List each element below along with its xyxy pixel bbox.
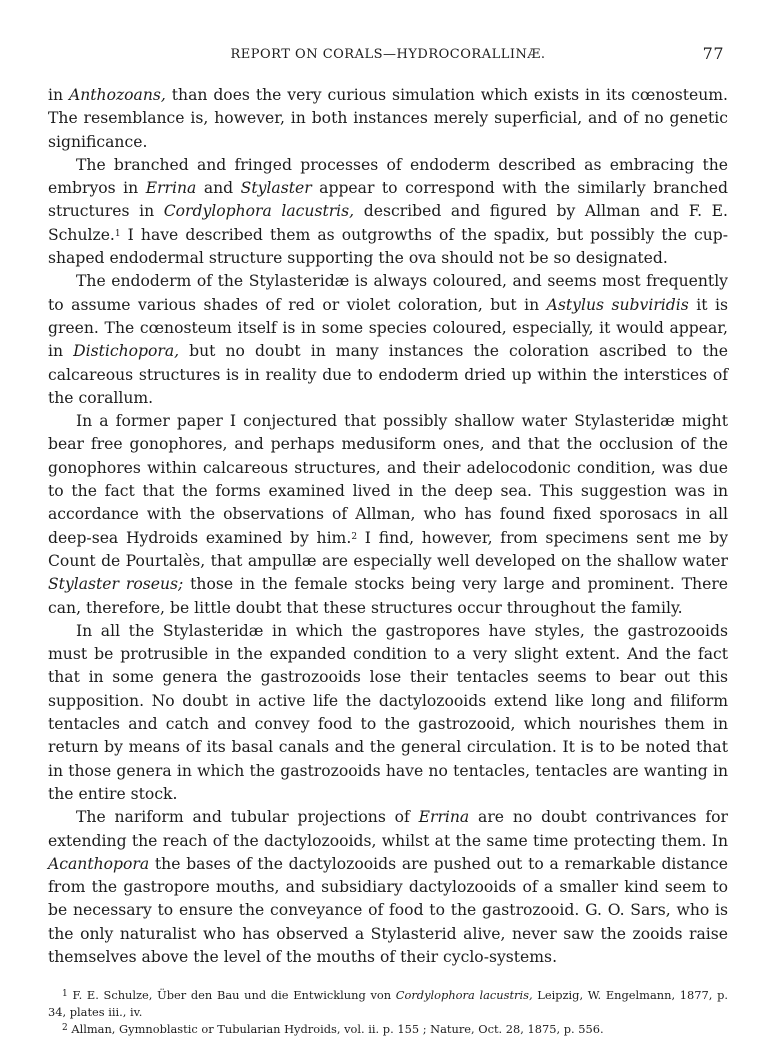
- paragraph: [48, 270, 728, 410]
- text-run: appear to correspond with the similarly branched structures in: [48, 179, 728, 221]
- running-title: REPORT ON CORALS—HYDROCORALLINÆ.: [230, 47, 546, 62]
- page: [48, 44, 728, 1038]
- italic-text: Errina: [145, 179, 197, 198]
- text-run: than does the very curious simulation which exists in its cœnosteum. The resemblance is, however, in both instances merely superficial, and of no genetic significance.: [48, 86, 728, 151]
- italic-text: Errina: [418, 808, 470, 827]
- text-run: Allman, Gymnoblastic or Tubularian Hydroids, vol. ii. p. 155 ; Nature, Oct. 28, 1875, p. 556.: [67, 1022, 604, 1037]
- italic-text: Cordylophora lacustris,: [395, 988, 533, 1003]
- footnote-marker: 2: [351, 531, 358, 542]
- paragraph: [48, 806, 728, 969]
- text-run: it is green. The cœnosteum itself is in some species coloured, especially, it would appear, in: [48, 295, 728, 361]
- text-run: Leipzig, W. Engelmann, 1877, p. 34, plates iii., iv.: [48, 988, 728, 1020]
- running-header: [48, 44, 728, 68]
- italic-text: Astylus subviridis: [546, 295, 689, 314]
- text-run: those in the female stocks being very large and prominent. There can, therefore, be little doubt that these structures occur throughout the family.: [48, 575, 728, 617]
- text-run: In all the Stylasteridæ in which the gastropores have styles, the gastrozooids must be protrusible in the expanded condition to a very slight extent. And the fact that in some genera the gastrozooids lose their tentacles seems to bear out this supposition. No doubt in active life the dactylozooids extend like long and filiform tentacles and catch and convey food to the gastrozooid, which nourishes them in return by means of its basal canals and the general circulation. It is to be noted that in those genera in which the gastrozooids have no tentacles, tentacles are wanting in the entire stock.: [48, 621, 728, 803]
- text-run: I have described them as outgrowths of the spadix, but possibly the cup-shaped endodermal structure supporting the ova should not be so designated.: [48, 225, 728, 268]
- italic-text: Stylaster: [240, 179, 312, 198]
- paragraph: [48, 84, 728, 154]
- text-run: The nariform and tubular projections of: [76, 808, 419, 827]
- text-run: I find, however, from specimens sent me by Count de Pourtalès, that ampullæ are especially well developed on the shallow water: [48, 528, 728, 570]
- paragraph: [48, 154, 728, 270]
- text-run: and: [196, 179, 241, 198]
- italic-text: Stylaster roseus;: [48, 575, 184, 594]
- paragraph: [48, 410, 728, 620]
- footnote-marker: 2: [62, 1023, 68, 1034]
- footnote-marker: 1: [62, 989, 68, 1000]
- body-text: [48, 84, 728, 969]
- italic-text: Acanthopora: [48, 854, 150, 873]
- italic-text: Anthozoans,: [68, 86, 166, 104]
- paragraph: [48, 620, 728, 806]
- text-run: The endoderm of the Stylasteridæ is always coloured, and seems most frequently to assume various shades of red or violet coloration, but in: [48, 272, 728, 314]
- footnotes: [48, 987, 728, 1038]
- text-run: in: [48, 86, 69, 104]
- footnote: [48, 1021, 728, 1038]
- page-number: 77: [702, 44, 724, 63]
- footnote: [48, 987, 728, 1021]
- text-run: In a former paper I conjectured that possibly shallow water Stylasteridæ might bear free gonophores, and perhaps medusiform ones, and that the occlusion of the gonophores within calcareous structures, and their adelocodonic condition, was due to the fact that the forms examined lived in the deep sea. This suggestion was in accordance with the observations of Allman, who has found fixed sporosacs in all deep-sea Hydroids examined by him.: [48, 412, 728, 547]
- text-run: the bases of the dactylozooids are pushed out to a remarkable distance from the gastropore mouths, and subsidiary dactylozooids of a smaller kind seem to be necessary to ensure the conveyance of food to the gastrozooid. G. O. Sars, who is the only naturalist who has observed a Stylasterid alive, never saw the zooids raise themselves above the level of the mouths of their cyclo-systems.: [48, 854, 728, 966]
- text-run: The branched and fringed processes of endoderm described as embracing the embryos in: [48, 155, 728, 198]
- italic-text: Distichopora,: [73, 342, 180, 361]
- text-run: are no doubt contrivances for extending the reach of the dactylozooids, whilst at the same time protecting them. In: [48, 808, 728, 850]
- text-run: F. E. Schulze, Über den Bau und die Entwicklung von: [67, 988, 396, 1003]
- footnote-marker: 1: [114, 228, 121, 239]
- text-run: but no doubt in many instances the coloration ascribed to the calcareous structures is in reality due to endoderm dried up within the interstices of the corallum.: [48, 342, 728, 407]
- italic-text: Cordylophora lacustris,: [163, 202, 355, 221]
- text-run: described and figured by Allman and F. E. Schulze.: [48, 202, 728, 244]
